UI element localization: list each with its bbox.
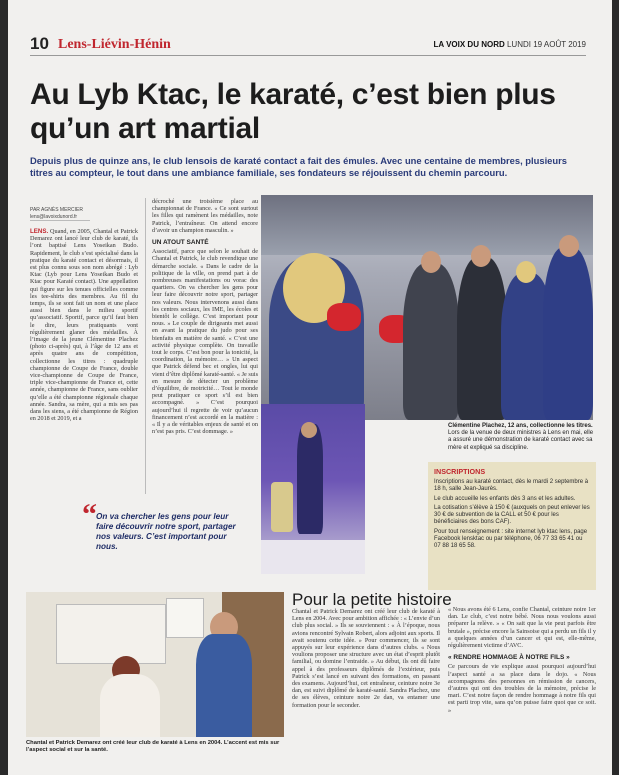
photo-floor	[261, 540, 365, 574]
byline-author: PAR AGNÈS MERCIER	[30, 207, 83, 213]
photo-person-head	[471, 245, 491, 267]
photo-person	[100, 674, 160, 737]
main-photo	[261, 195, 593, 420]
standfirst: Depuis plus de quinze ans, le club lensois de karaté contact a fait des émules. Avec une centaine de membres, plusieurs titres au compteur, le tout dans une ambiance familiale, ses fondateurs se réjouissent du chemin parcouru.	[30, 155, 567, 178]
masthead-date: LUNDI 19 AOÛT 2019	[506, 40, 586, 49]
newspaper-page	[8, 0, 612, 775]
page-number: 10	[30, 34, 49, 53]
byline-divider	[30, 220, 90, 221]
headline: Au Lyb Ktac, le karaté, c’est bien plus qu’un art martial	[30, 78, 556, 145]
info-box	[428, 462, 596, 590]
notice-board	[56, 604, 166, 664]
sidebar-column-2	[448, 606, 596, 758]
byline	[30, 207, 83, 220]
info-box-title: INSCRIPTIONS	[434, 467, 486, 476]
photo-person	[297, 424, 323, 534]
column-2-subhead: UN ATOUT SANTÉ	[152, 239, 209, 247]
kata-photo	[261, 404, 365, 574]
quote-mark-icon: “	[82, 498, 97, 531]
column-divider	[145, 198, 146, 494]
trophy-icon	[271, 482, 293, 532]
info-box-paragraph: Le club accueille les enfants dès 3 ans et les adultes.	[434, 495, 576, 502]
sidebar-story-title: Pour la petite histoire	[292, 590, 452, 609]
photo-person-head	[421, 251, 441, 273]
photo-person	[543, 247, 593, 420]
info-box-paragraph: Pour tout renseignement : site internet lyb ktac lens, page Facebook lensktac ou par téléphone, 06 77 33 65 41 ou 07 88 18 65 58.	[434, 528, 588, 550]
photo-person	[403, 263, 459, 420]
caption-text: Lors de la venue de deux ministres à Lens en mai, elle a assuré une démonstration de karaté contact avec sa mère et expliqué sa discipline.	[448, 430, 594, 451]
byline-email: lens@lavoixdunord.fr	[30, 213, 78, 220]
article-column-1	[30, 228, 138, 494]
photo-person-head	[301, 422, 317, 438]
sidebar-column-2-subhead: « RENDRE HOMMAGE À NOTRE FILS »	[448, 654, 570, 662]
caption-bold: Clémentine Plachez, 12 ans, collectionne les titres.	[448, 423, 593, 429]
sidebar-column-2-text-b: Ce parcours de vie explique aussi pourquoi aujourd’hui l’aspect santé a sa place dans le dojo. « Nous accompagnons des personnes en rémission de cancers, d’autres qui ont des troubles de la mémoire, précise le mari. C’est notre façon de rendre hommage à notre fils qui est parti trop vite, sans qu’on puisse faire quoi que ce soit. »	[448, 663, 596, 714]
pull-quote: On va chercher les gens pour leur faire découvrir notre sport, partager nos valeurs. C’est important pour nous.	[96, 512, 236, 551]
section-title: Lens-Liévin-Hénin	[58, 37, 171, 52]
couple-photo-caption: Chantal et Patrick Demarez ont créé leur club de karaté à Lens en 2004. L’accent est mis sur l’aspect social et sur la santé.	[26, 740, 280, 753]
masthead	[433, 40, 586, 49]
sidebar-column-2-text-a: « Nous avons été 6 Lens, confie Chantal, ceinture noire 1er dan. Le club, c’est notre bébé. Nous nous voulons aussi préparer la relève. » « On sait que la vie peut parfois être brutale », précise encore la Sainsoise qui a perdu un fils il y a quelques années d’un cancer et qui est, elle-même, régulièrement victime d’AVC.	[448, 606, 596, 650]
couple-photo	[26, 592, 284, 737]
page-header	[30, 34, 586, 56]
sidebar-column-1	[292, 608, 440, 758]
wall-sign	[166, 598, 204, 638]
photo-person	[196, 634, 252, 737]
boxing-glove-icon	[327, 303, 361, 331]
article-column-2	[152, 198, 258, 498]
column-2-text-b: Associatif, parce que selon le souhait de Chantal et Patrick, le club revendique une démarche sociale. « Dans le cadre de la politique de la ville, on prend part à de nombreuses manifestations ou vorac des quartiers. On va chercher les gens pour leur faire découvrir notre sport, partager nos valeurs. Nous intervenons aussi dans les centres sociaux, les IME, les écoles et bientôt le collège. C’est important pour nous. » Le couple de dirigeants met aussi en avant la pratique du judo pour ses bienfaits en matière de santé. « C’est une activité physique complète. On travaille tout le corps. C’est bon pour la tonicité, la coordination, la mémoire… » Un aspect que Patrick défend bec et ongles, lui qui vient d’être diplômé karaté-santé. « Je suis en mesure de détecter un problème d’équilibre, de motricité… Tout le monde peut pratiquer ce sport s’il est bien accompagné. » C’est pourquoi aujourd’hui il regrette de voir qu’aucun financement n’est accordé en la matière : « Il y a de véritables enjeux de santé et on n’est pas pris. C’est dommage. »	[152, 248, 258, 436]
photo-person-head	[516, 261, 536, 283]
column-2-text-a: décroché une troisième place au championnat de France. « Ce sont surtout les filles qui ramènent les médailles, note Patrick, l’entraîneur. On attend encore d’avoir un champion masculin. »	[152, 198, 258, 234]
main-photo-caption	[448, 423, 596, 452]
info-box-paragraph: La cotisation s’élève à 150 € (auxquels on peut enlever les 30 € de subvention de la CALL et 50 € pour les bénéficiaires des bons CAF).	[434, 504, 590, 526]
photo-background	[261, 195, 593, 255]
sidebar-column-1-text: Chantal et Patrick Demarez ont créé leur club de karaté à Lens en 2004. Avec pour ambition affichée : « L’envie d’un club plus social. » Ils se souviennent : « À l’époque, nous avions rencontré Sylvain Robert, alors adjoint aux sports. Il avait soutenu cette idée. » Pour commencer, ils se sont appuyés sur leur expérience dans d’autres clubs. « Nous voulions proposer une structure avec un état d’esprit plutôt familial, ou domine l’entraide. » Au début, ils ont dû faire appel à des professeurs diplômés de l’extérieur, puis Patrick s’est lancé en suivant des formations, en passant des examens. Aujourd’hui, cet entraîneur, ceinture noire 3e dan, est suivi diplômé de karaté-santé. Sandra Plachez, une de ses élèves, ceinture noire 2e dan, va entamer une formation pour le seconder.	[292, 608, 440, 709]
photo-person-head	[559, 235, 579, 257]
masthead-paper: LA VOIX DU NORD	[433, 40, 505, 49]
info-box-paragraph: Inscriptions au karaté contact, dès le mardi 2 septembre à 18 h, salle Jean-Jaurès.	[434, 479, 589, 493]
column-1-text: Quand, en 2005, Chantal et Patrick Demarez ont lancé leur club de karaté, ils l’ont baptisé Lens Yoseikan Budo. Rapidement, le club s’est spécialisé dans la pratique du karaté contact et désormais, il est plus connu sous son nom abrégé : Lyb Ktac (Lyb pour Lens Yoseikan Budo et Ktac pour Karaté contact). Une appellation qui figure sur les tenues officielles comme les tee-shirts des membres. Au fil du temps, ils se sont fait un nom et une place aussi bien dans le milieu sportif qu’associatif. Sportif, parce qu’il faut bien le dire, leurs pratiquants vont régulièrement glaner des médailles. À l’image de la jeune Clémentine Plachez (photo ci-après) qui, à l’âge de 12 ans et après quatre ans de compétition, collectionne les titres : quadruple championne de Coupe de France, double vice-championne de Coupe de France, triple vice-championne de France et, cette année, championne de France, sans oublier qu’elle a été championne régionale chaque année. Sandra, sa mère, qui a mis ses pas dans les siens, a été championne de Région en 2018 et 2019, et a	[30, 228, 138, 423]
dateline: LENS.	[30, 228, 49, 235]
photo-person	[457, 257, 507, 420]
